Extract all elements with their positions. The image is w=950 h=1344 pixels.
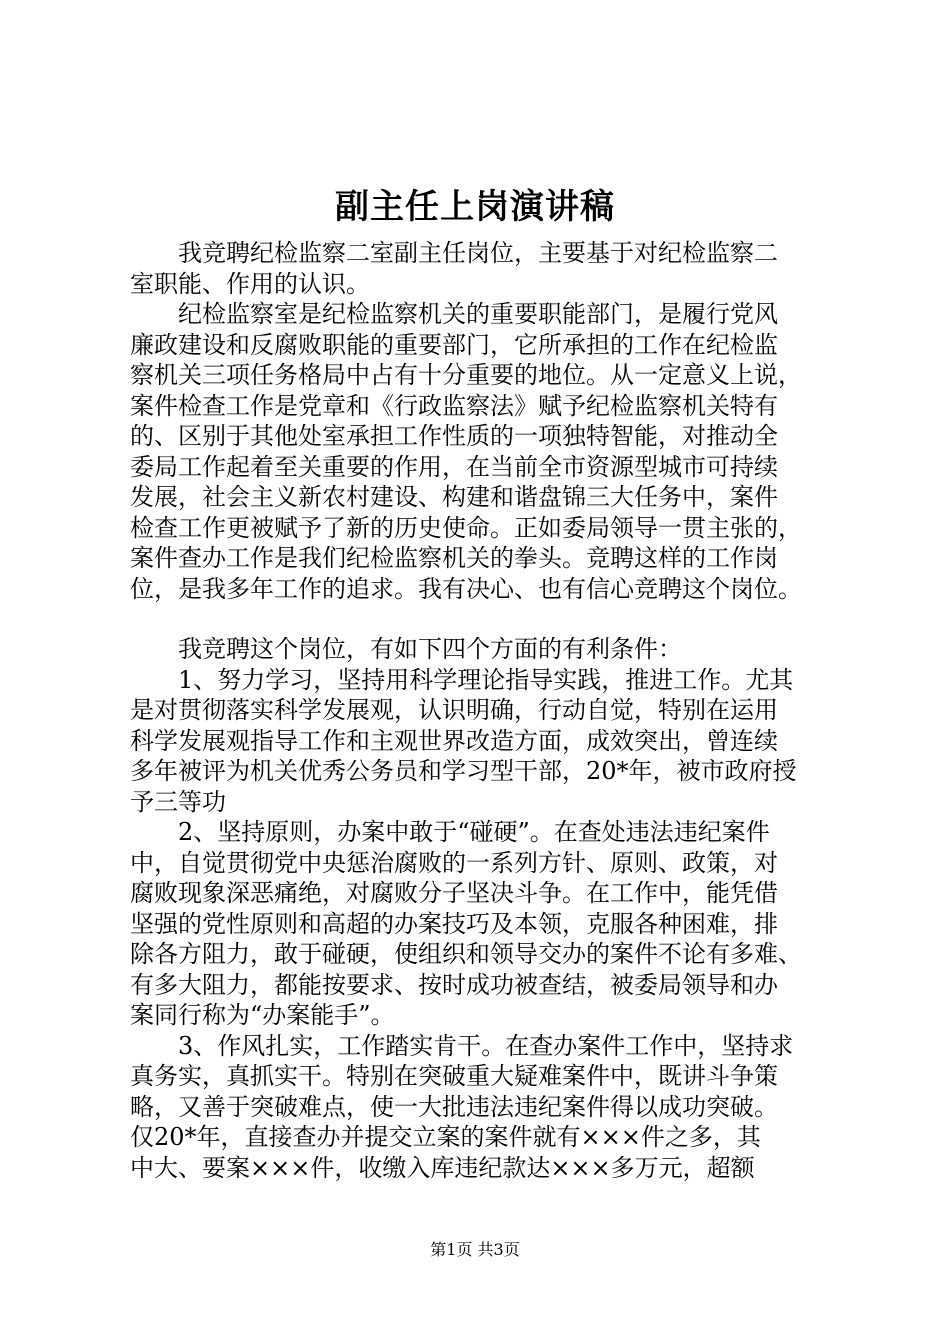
text-line: 委局工作起着至关重要的作用，在当前全市资源型城市可持续 bbox=[130, 452, 778, 481]
text-line: 腐败现象深恶痛绝，对腐败分子坚决斗争。在工作中，能凭借 bbox=[130, 879, 778, 907]
text-line: 是对贯彻落实科学发展观，认识明确，行动自觉，特别在运用 bbox=[130, 696, 778, 724]
text-line: 仅20*年，直接查办并提交立案的案件就有×××件之多，其 bbox=[130, 1123, 761, 1151]
text-line: 有多大阻力，都能按要求、按时成功被查结，被委局领导和办 bbox=[130, 970, 778, 999]
text-line: 检查工作更被赋予了新的历史使命。正如委局领导一贯主张的， bbox=[130, 513, 802, 542]
text-line: 除各方阻力，敢于碰硬，使组织和领导交办的案件不论有多难、 bbox=[130, 940, 802, 968]
text-line: 纪检监察室是纪检监察机关的重要职能部门，是履行党风 bbox=[178, 300, 778, 328]
text-line: 略，又善于突破难点，使一大批违法违纪案件得以成功突破。 bbox=[130, 1092, 778, 1121]
text-line: 发展，社会主义新农村建设、构建和谐盘锦三大任务中，案件 bbox=[130, 483, 778, 511]
text-line: 真务实，真抓实干。特别在突破重大疑难案件中，既讲斗争策 bbox=[130, 1062, 778, 1090]
document-title: 副主任上岗演讲稿 bbox=[335, 187, 615, 227]
text-line: 察机关三项任务格局中占有十分重要的地位。从一定意义上说， bbox=[130, 361, 802, 389]
text-line: 3、作风扎实，工作踏实肯干。在查办案件工作中，坚持求 bbox=[178, 1031, 794, 1060]
paragraph-gap bbox=[130, 604, 822, 634]
text-line: 中，自觉贯彻党中央惩治腐败的一系列方针、原则、政策，对 bbox=[130, 848, 778, 877]
text-line: 我竞聘这个岗位，有如下四个方面的有利条件： bbox=[178, 635, 682, 663]
text-line: 予三等功 bbox=[130, 787, 226, 816]
text-line: 坚强的党性原则和高超的办案技巧及本领，克服各种困难，排 bbox=[130, 909, 778, 938]
text-line: 案同行称为“办案能手”。 bbox=[130, 1001, 395, 1029]
text-line: 2、坚持原则，办案中敢于“碰硬”。在查处违法违纪案件 bbox=[178, 818, 770, 846]
page-footer: 第1页 共3页 bbox=[430, 1240, 520, 1259]
text-line: 多年被评为机关优秀公务员和学习型干部，20*年，被市政府授 bbox=[130, 757, 797, 785]
text-line: 案件检查工作是党章和《行政监察法》赋予纪检监察机关特有 bbox=[130, 391, 778, 420]
text-line: 室职能、作用的认识。 bbox=[130, 269, 370, 298]
text-line: 案件查办工作是我们纪检监察机关的拳头。竞聘这样的工作岗 bbox=[130, 544, 778, 572]
text-line: 我竞聘纪检监察二室副主任岗位，主要基于对纪检监察二 bbox=[178, 239, 778, 267]
text-line: 的、区别于其他处室承担工作性质的一项独特智能，对推动全 bbox=[130, 422, 778, 450]
text-line: 位，是我多年工作的追求。我有决心、也有信心竞聘这个岗位。 bbox=[130, 574, 802, 603]
text-line: 中大、要案×××件，收缴入库违纪款达×××多万元，超额 bbox=[130, 1153, 755, 1182]
text-line: 廉政建设和反腐败职能的重要部门，它所承担的工作在纪检监 bbox=[130, 330, 778, 359]
text-line: 科学发展观指导工作和主观世界改造方面，成效突出，曾连续 bbox=[130, 726, 778, 755]
document-body bbox=[130, 238, 822, 1183]
text-line: 1、努力学习，坚持用科学理论指导实践，推进工作。尤其 bbox=[178, 665, 794, 694]
